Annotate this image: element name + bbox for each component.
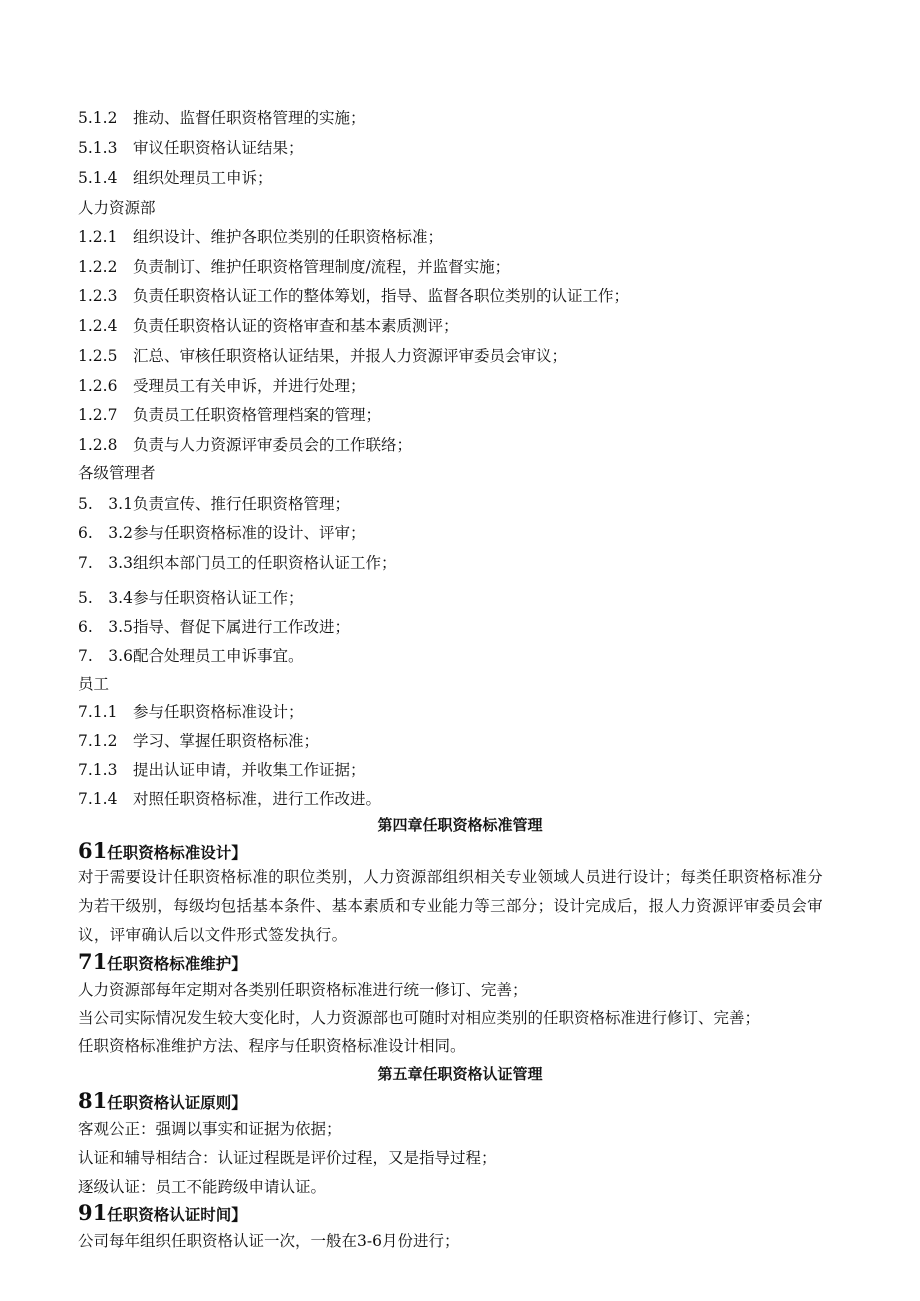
article-number: 81 — [78, 1088, 108, 1113]
chapter-title: 第四章任职资格标准管理 — [377, 816, 543, 834]
list-item: 5.1.4 组织处理员工申诉； — [78, 169, 273, 187]
article-title: 任职资格认证时间】 — [107, 1206, 247, 1224]
paragraph-line: 人力资源部每年定期对各类别任职资格标准进行统一修订、完善； — [78, 981, 528, 999]
list-item: 1.2.8 负责与人力资源评审委员会的工作联络； — [78, 436, 412, 454]
paragraph-line: 客观公正：强调以事实和证据为依据； — [78, 1120, 342, 1138]
list-item: 5. 3.4参与任职资格认证工作； — [78, 589, 304, 607]
paragraph-line: 逐级认证：员工不能跨级申请认证。 — [78, 1178, 327, 1196]
chapter-title: 第五章任职资格认证管理 — [377, 1065, 543, 1083]
article-title: 任职资格标准设计】 — [107, 844, 247, 862]
list-item: 7.1.3 提出认证申请，并收集工作证据； — [78, 761, 366, 779]
article-heading — [78, 950, 247, 976]
section-heading-hr: 人力资源部 — [78, 199, 156, 217]
paragraph-line: 任职资格标准维护方法、程序与任职资格标准设计相同。 — [78, 1037, 466, 1055]
list-item: 1.2.2 负责制订、维护任职资格管理制度/流程，并监督实施； — [78, 258, 511, 276]
article-heading — [78, 1201, 247, 1227]
article-number: 61 — [78, 838, 108, 863]
list-item: 1.2.6 受理员工有关申诉，并进行处理； — [78, 377, 366, 395]
list-item: 1.2.4 负责任职资格认证的资格审查和基本素质测评； — [78, 317, 459, 335]
list-item: 7. 3.3组织本部门员工的任职资格认证工作； — [78, 554, 397, 572]
list-item: 7.1.2 学习、掌握任职资格标准； — [78, 732, 319, 750]
paragraph-line: 认证和辅导相结合：认证过程既是评价过程，又是指导过程； — [78, 1149, 497, 1167]
paragraph-line: 公司每年组织任职资格认证一次，一般在3-6月份进行； — [78, 1232, 460, 1250]
list-item: 7. 3.6配合处理员工申诉事宜。 — [78, 647, 304, 665]
list-item: 1.2.7 负责员工任职资格管理档案的管理； — [78, 406, 381, 424]
article-heading — [78, 1089, 247, 1115]
paragraph: 对于需要设计任职资格标准的职位类别，人力资源部组织相关专业领域人员进行设计；每类任职资格标准分为若干级别，每级均包括基本条件、基本素质和专业能力等三部分；设计完成后，报人力资源评审委员会审议，评审确认后以文件形式签发执行。 — [78, 868, 823, 944]
article-number: 91 — [78, 1200, 108, 1225]
section-heading-staff: 员工 — [78, 675, 110, 693]
section-heading-managers: 各级管理者 — [78, 464, 156, 482]
list-item: 1.2.5 汇总、审核任职资格认证结果，并报人力资源评审委员会审议； — [78, 347, 567, 365]
article-heading — [78, 839, 247, 865]
paragraph-line: 当公司实际情况发生较大变化时，人力资源部也可随时对相应类别的任职资格标准进行修订、完善； — [78, 1009, 761, 1027]
list-item: 6. 3.5指导、督促下属进行工作改进； — [78, 618, 350, 636]
article-title: 任职资格标准维护】 — [107, 955, 247, 973]
article-number: 71 — [78, 949, 108, 974]
list-item: 5.1.2 推动、监督任职资格管理的实施； — [78, 109, 366, 127]
list-item: 7.1.4 对照任职资格标准，进行工作改进。 — [78, 790, 381, 808]
list-item: 5. 3.1负责宣传、推行任职资格管理； — [78, 495, 350, 513]
article-title: 任职资格认证原则】 — [107, 1094, 247, 1112]
list-item: 7.1.1 参与任职资格标准设计； — [78, 703, 304, 721]
list-item: 5.1.3 审议任职资格认证结果； — [78, 139, 304, 157]
list-item: 1.2.1 组织设计、维护各职位类别的任职资格标准； — [78, 228, 443, 246]
list-item: 6. 3.2参与任职资格标准的设计、评审； — [78, 524, 366, 542]
list-item: 1.2.3 负责任职资格认证工作的整体筹划，指导、监督各职位类别的认证工作； — [78, 287, 629, 305]
